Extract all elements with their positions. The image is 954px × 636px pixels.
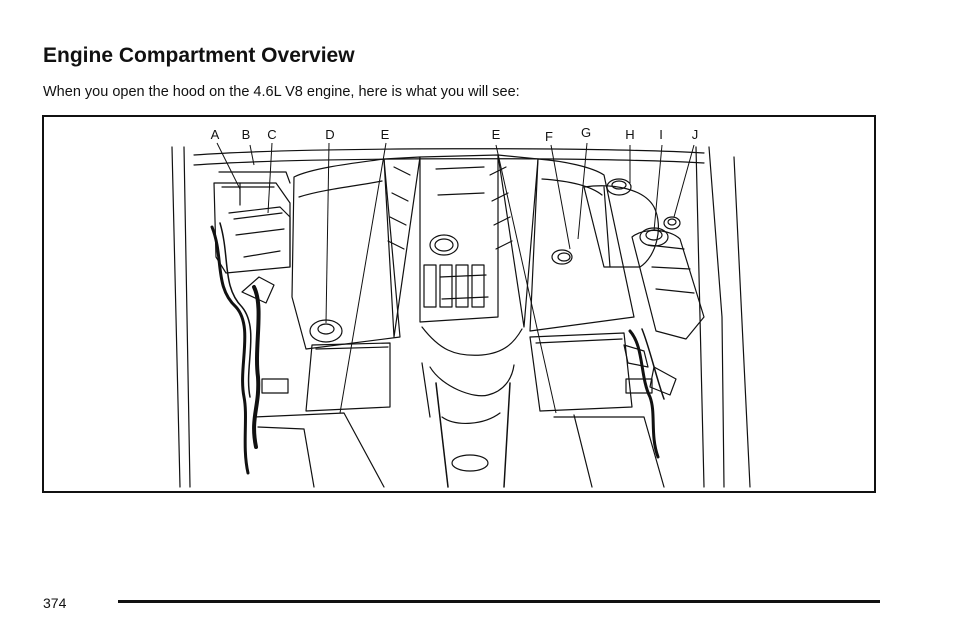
callout-label-c: C: [267, 127, 277, 142]
callout-label-d: D: [325, 127, 335, 142]
callout-label-g: G: [580, 125, 592, 140]
callout-label-e-right: E: [491, 127, 501, 142]
footer-rule: [118, 600, 880, 603]
page-title: Engine Compartment Overview: [43, 44, 355, 67]
callout-label-a: A: [210, 127, 220, 142]
callout-label-h: H: [625, 127, 635, 142]
callout-label-i: I: [659, 127, 663, 142]
callout-label-f: F: [545, 129, 553, 144]
callout-label-b: B: [241, 127, 251, 142]
engine-compartment-figure: [42, 115, 876, 493]
callout-label-e-left: E: [380, 127, 390, 142]
page-number: 374: [43, 595, 67, 611]
callout-label-j: J: [691, 127, 699, 142]
engine-illustration: [44, 117, 874, 491]
intro-text: When you open the hood on the 4.6L V8 engine, here is what you will see:: [43, 84, 520, 100]
